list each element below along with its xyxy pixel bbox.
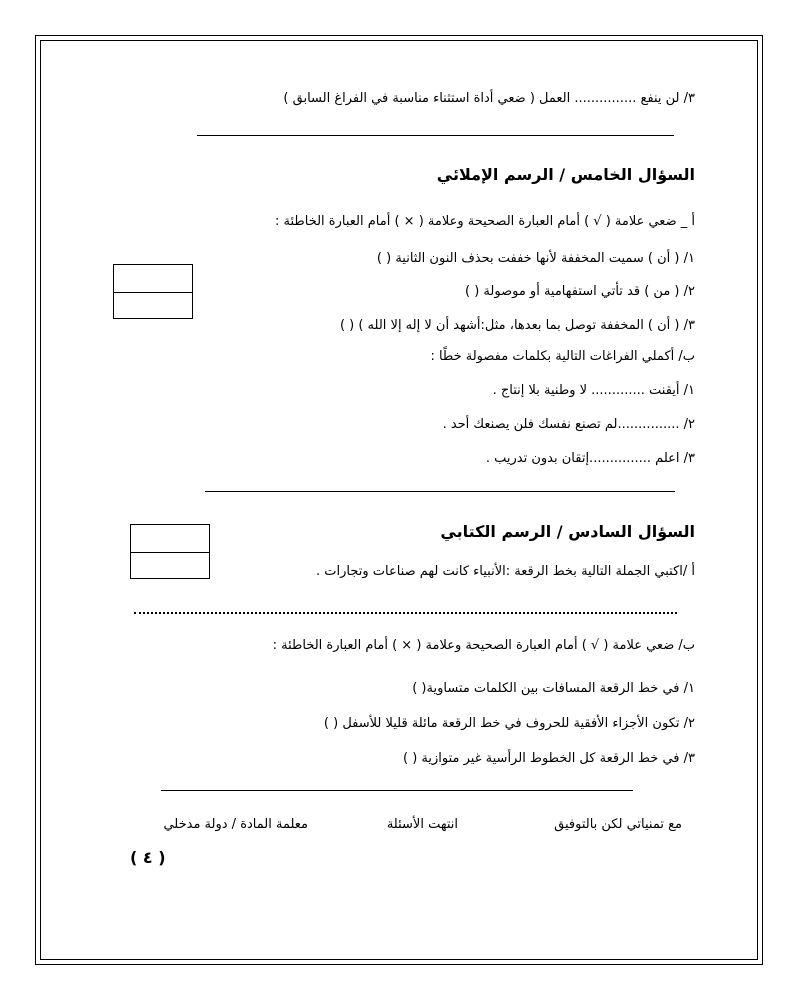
instruction-q5-b: ب/ أكملي الفراغات التالية بكلمات مفصولة خطًا : [430,349,695,364]
score-box [113,264,193,319]
page-number: ( ٤ ) [130,848,166,867]
statement-item: ٣/ في خط الرقعة كل الخطوط الرأسية غير متوازية ( ) [403,751,695,766]
divider [161,790,633,791]
statement-item: ٣/ ( أن ) المخففة توصل بما بعدها، مثل:أشهد أن لا إله إلا الله ) ( ) [339,318,695,333]
score-box [130,524,210,579]
question-line: ٣/ لن ينفع ............... العمل ( ضعي أداة استثناء مناسبة في الفراغ السابق ) [283,91,695,106]
statement-item: ٢/ تكون الأجزاء الأفقية للحروف في خط الرقعة مائلة قليلا للأسفل ( ) [323,716,695,731]
instruction-q6-a: أ /اكتبي الجملة التالية بخط الرقعة :الأنبياء كانت لهم صناعات وتجارات . [315,564,695,579]
instruction-q5-a: أ _ ضعي علامة ( √ ) أمام العبارة الصحيحة وعلامة ( × ) أمام العبارة الخاطئة : [274,214,695,229]
instruction-q6-b: ب/ ضعي علامة ( √ ) أمام العبارة الصحيحة وعلامة ( × ) أمام العبارة الخاطئة : [272,638,695,653]
divider [205,491,675,492]
footer-teacher: معلمة المادة / دولة مدخلي [163,817,308,832]
statement-item: ٢/ ( من ) قد تأتي استفهامية أو موصولة ( ) [465,284,695,299]
footer-end: انتهت الأسئلة [386,817,458,832]
statement-item: ١/ ( أن ) سميت المخففة لأنها خففت بحذف النون الثانية ( ) [376,251,695,266]
statement-item: ١/ في خط الرقعة المسافات بين الكلمات متساوية( ) [412,681,695,696]
fill-blank-item: ٢/ ...............لم تصنع نفسك فلن يصنعك أحد . [442,417,695,432]
score-box-divider [131,552,209,553]
fill-blank-item: ١/ أيقنت ............. لا وطنية بلا إنتاج . [492,383,695,398]
section-title-q5: السؤال الخامس / الرسم الإملائي [436,165,695,184]
score-box-divider [114,292,192,293]
divider [197,135,674,136]
section-title-q6: السؤال السادس / الرسم الكتابي [440,522,695,541]
footer-wish: مع تمنياتي لكن بالتوفيق [554,817,682,832]
answer-dotted-line [134,612,677,614]
fill-blank-item: ٣/ اعلم ...............إتقان بدون تدريب . [485,451,695,466]
